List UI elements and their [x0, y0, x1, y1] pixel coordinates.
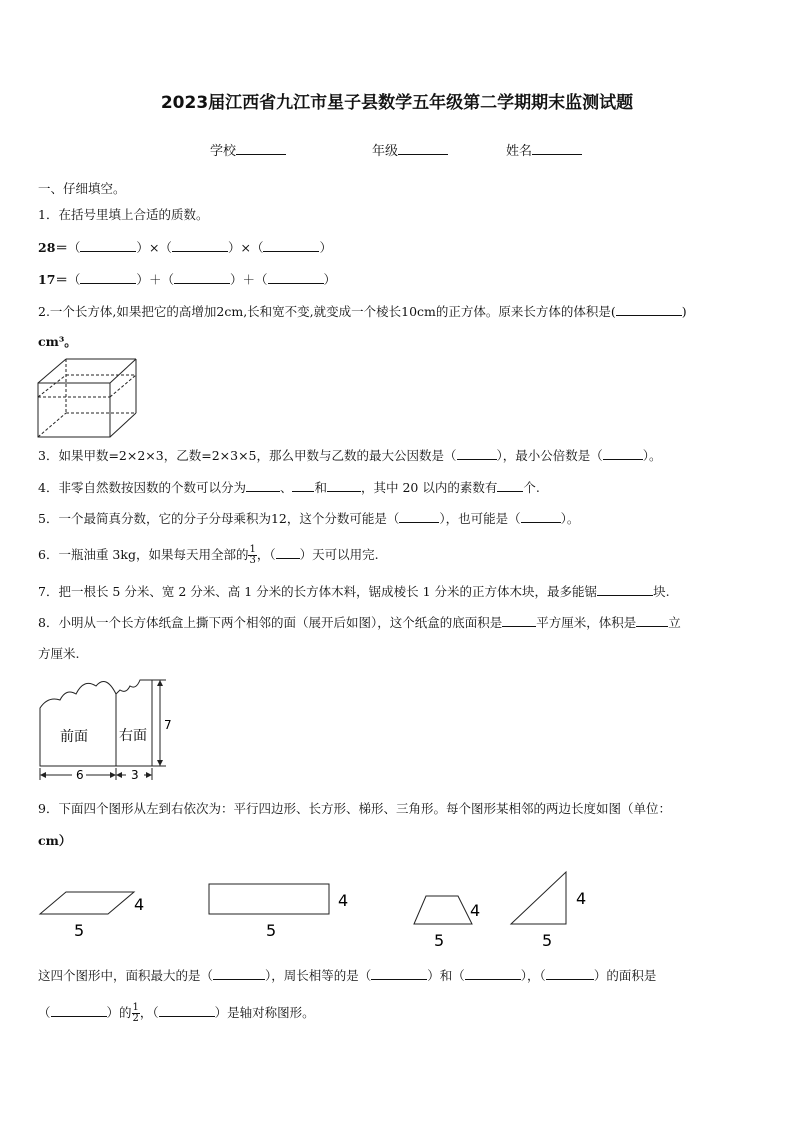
q2-unit: cm³。 [38, 334, 77, 349]
rectangle-shape [209, 884, 329, 914]
trapezoid-shape [414, 896, 472, 924]
triangle-base-label: 5 [542, 931, 553, 950]
question-2: 2.一个长方体,如果把它的高增加2cm,长和宽不变,就变成一个棱长10cm的正方体。原来长方体的体积是( ) [38, 304, 687, 319]
unfolded-faces-figure [36, 672, 176, 784]
parallelogram-side-label: 4 [134, 895, 145, 914]
width-6-label: 6 [76, 768, 84, 782]
grade-field [372, 140, 448, 159]
triangle-shape [511, 872, 566, 924]
q1-line-b: 17＝（ ）＋（ ）＋（ ） [38, 272, 337, 287]
question-9: 9．下面四个图形从左到右依次为：平行四边形、长方形、梯形、三角形。每个图形某相邻的两边长度如图（单位： [38, 801, 671, 816]
rectangle-base-label: 5 [266, 921, 277, 940]
cuboid-figure [36, 355, 140, 441]
trapezoid-base-label: 5 [434, 931, 445, 950]
right-face-label: 右面 [119, 728, 147, 744]
question-4: 4．非零自然数按因数的个数可以分为 、 和 ，其中 20 以内的素数有 个. [38, 480, 540, 495]
name-field [506, 140, 582, 159]
q1-line-a: 28＝（ ）×（ ）×（ ） [38, 240, 332, 255]
trapezoid-side-label: 4 [470, 901, 481, 920]
q9-shapes-figure [30, 862, 600, 954]
question-7: 7．把一根长 5 分米、宽 2 分米、高 1 分米的长方体木料，锯成棱长 1 分米的正方体木块，最多能锯 块. [38, 584, 670, 599]
grade-label: 年级 [372, 144, 399, 159]
question-5: 5．一个最简真分数，它的分子分母乘积为12，这个分数可能是（ ），也可能是（ ）。 [38, 511, 580, 526]
parallelogram-base-label: 5 [74, 921, 85, 940]
school-field [210, 140, 286, 159]
parallelogram-shape [40, 892, 134, 914]
q9-line-1: 这四个图形中，面积最大的是（ ），周长相等的是（ ）和（ ），（ ）的面积是 [38, 968, 657, 983]
question-1: 1．在括号里填上合适的质数。 [38, 207, 209, 222]
width-3-label: 3 [131, 768, 139, 782]
q9-line-2: （ ）的 $\frac{1}{2}$ ，（ ）是轴对称图形。 [38, 1002, 315, 1024]
rectangle-side-label: 4 [338, 891, 349, 910]
triangle-side-label: 4 [576, 889, 587, 908]
q8-cont: 方厘米. [38, 646, 80, 661]
school-label: 学校 [210, 144, 237, 159]
question-6: 6．一瓶油重 3kg，如果每天用全部的 $\frac{1}{3}$ ，（ ）天可以用完. [38, 544, 379, 566]
height-7-label: 7 [164, 718, 172, 732]
section-heading: 一、仔细填空。 [38, 181, 126, 196]
front-face-label: 前面 [60, 729, 88, 745]
page-title: 2023届江西省九江市星子县数学五年级第二学期期末监测试题 [160, 93, 634, 113]
question-3: 3．如果甲数=2×2×3，乙数=2×3×5，那么甲数与乙数的最大公因数是（ ），最小公倍数是（ ）。 [38, 448, 662, 463]
fraction: $\frac{1}{3}$ [249, 544, 256, 566]
question-8: 8．小明从一个长方体纸盒上撕下两个相邻的面（展开后如图），这个纸盒的底面积是 平方厘米，体积是 立 [38, 615, 681, 630]
fraction: $\frac{1}{2}$ [132, 1002, 139, 1024]
q9-unit: cm） [38, 833, 72, 848]
name-label: 姓名 [506, 144, 533, 159]
